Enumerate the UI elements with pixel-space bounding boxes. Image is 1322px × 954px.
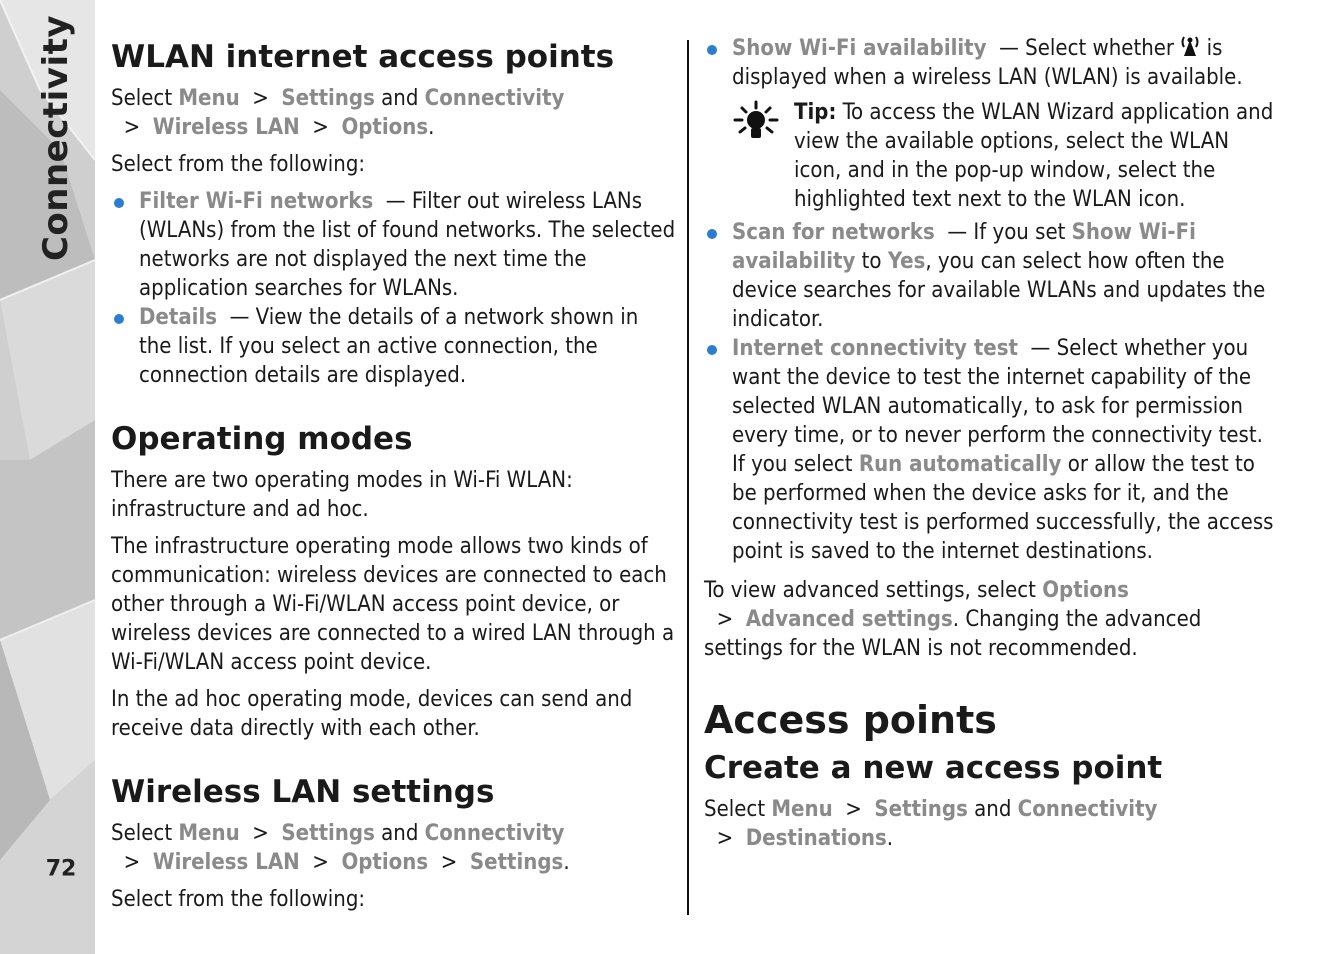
show-wifi-availability-ref: Show Wi-Fi availability (732, 220, 1196, 274)
filter-wifi-networks-option[interactable]: Filter Wi-Fi networks (139, 189, 374, 214)
connectivity-link[interactable]: Connectivity (1017, 797, 1158, 822)
menu-path-wlan-settings: Select Menu > Settings and Connectivity > Wireless LAN > Options > Settings. (111, 821, 570, 875)
settings-link[interactable]: Settings (281, 86, 375, 111)
tip-label: Tip: (794, 100, 837, 125)
list-item: Show Wi-Fi availability — Select whether is displayed when a wireless LAN (WLAN) is available. (704, 34, 1274, 92)
show-wifi-availability-option[interactable]: Show Wi-Fi availability (732, 36, 987, 61)
settings-link[interactable]: Settings (281, 821, 375, 846)
yes-value: Yes (887, 249, 926, 274)
heading-operating-modes: Operating modes (111, 421, 413, 457)
left-column (111, 34, 682, 922)
paragraph: In the ad hoc operating mode, devices can send and receive data directly with each other. (111, 687, 633, 741)
paragraph: There are two operating modes in Wi-Fi WLAN: infrastructure and ad hoc. (111, 468, 573, 522)
page-number: 72 (45, 856, 77, 882)
settings-submenu-link[interactable]: Settings (469, 850, 564, 875)
menu-link[interactable]: Menu (178, 86, 240, 111)
settings-link[interactable]: Settings (874, 797, 968, 822)
heading-wireless-lan-settings: Wireless LAN settings (111, 774, 495, 810)
wireless-lan-link[interactable]: Wireless LAN (152, 850, 300, 875)
heading-access-points: Access points (704, 698, 997, 742)
wireless-lan-link[interactable]: Wireless LAN (152, 115, 300, 140)
advanced-settings-paragraph: To view advanced settings, select Options > Advanced settings. Changing the advanced settings for the WLAN is not recommended. (704, 578, 1202, 661)
heading-wlan-access-points: WLAN internet access points (111, 39, 615, 75)
menu-path-wlan-options: Select Menu > Settings and Connectivity > Wireless LAN > Options. (111, 86, 565, 140)
wlan-settings-list (704, 34, 1274, 92)
options-link[interactable]: Options (1042, 578, 1129, 603)
sidebar-tab (0, 0, 95, 954)
list-item: Details — View the details of a network shown in the list. If you select an active connection, the connection details are displayed. (111, 303, 677, 390)
connectivity-link[interactable]: Connectivity (424, 821, 565, 846)
list-item: Filter Wi-Fi networks — Filter out wireless LANs (WLANs) from the list of found networks. The selected networks are not displayed the next time the application searches for WLANs. (111, 187, 677, 303)
heading-create-access-point: Create a new access point (704, 750, 1163, 786)
internet-connectivity-test-option[interactable]: Internet connectivity test (732, 336, 1018, 361)
wlan-antenna-icon (1180, 34, 1200, 58)
list-item: Scan for networks — If you set Show Wi-Fi availability to Yes, you can select how often the device searches for available WLANs and updates the indicator. (704, 218, 1274, 334)
details-option[interactable]: Details (139, 305, 218, 330)
select-intro: Select from the following: (111, 152, 366, 177)
tip-bulb-icon (732, 100, 780, 144)
menu-link[interactable]: Menu (178, 821, 240, 846)
menu-link[interactable]: Menu (771, 797, 833, 822)
options-link[interactable]: Options (341, 850, 429, 875)
connectivity-link[interactable]: Connectivity (424, 86, 565, 111)
wlan-settings-list-continued (704, 218, 1274, 566)
select-intro: Select from the following: (111, 887, 366, 912)
column-divider (687, 40, 689, 915)
options-link[interactable]: Options (341, 115, 429, 140)
right-column (704, 34, 1274, 861)
scan-for-networks-option[interactable]: Scan for networks (732, 220, 935, 245)
paragraph: The infrastructure operating mode allows two kinds of communication: wireless devices are connected to each other through a Wi-Fi/WLAN access point device, or wireless devices are connected to a wired LAN through a Wi-Fi/WLAN access point device. (111, 534, 675, 675)
destinations-link[interactable]: Destinations (745, 826, 887, 851)
wlan-options-list (111, 187, 682, 390)
menu-path-destinations: Select Menu > Settings and Connectivity > Destinations. (704, 797, 1158, 851)
list-item: Internet connectivity test — Select whether you want the device to test the internet capability of the selected WLAN automatically, to ask for permission every time, or to never perform the connectivity test. If you select Run automatically or allow the test to be performed when the device asks for it, and the connectivity test is performed successfully, the access point is saved to the internet destinations. (704, 334, 1274, 566)
run-automatically-value: Run automatically (858, 452, 1062, 477)
section-tab-title: Connectivity (36, 14, 76, 262)
advanced-settings-link[interactable]: Advanced settings (745, 607, 953, 632)
tip-box: Tip: To access the WLAN Wizard application and view the available options, select the WLAN icon, and in the pop-up window, select the highlighted text next to the WLAN icon. (704, 98, 1274, 214)
